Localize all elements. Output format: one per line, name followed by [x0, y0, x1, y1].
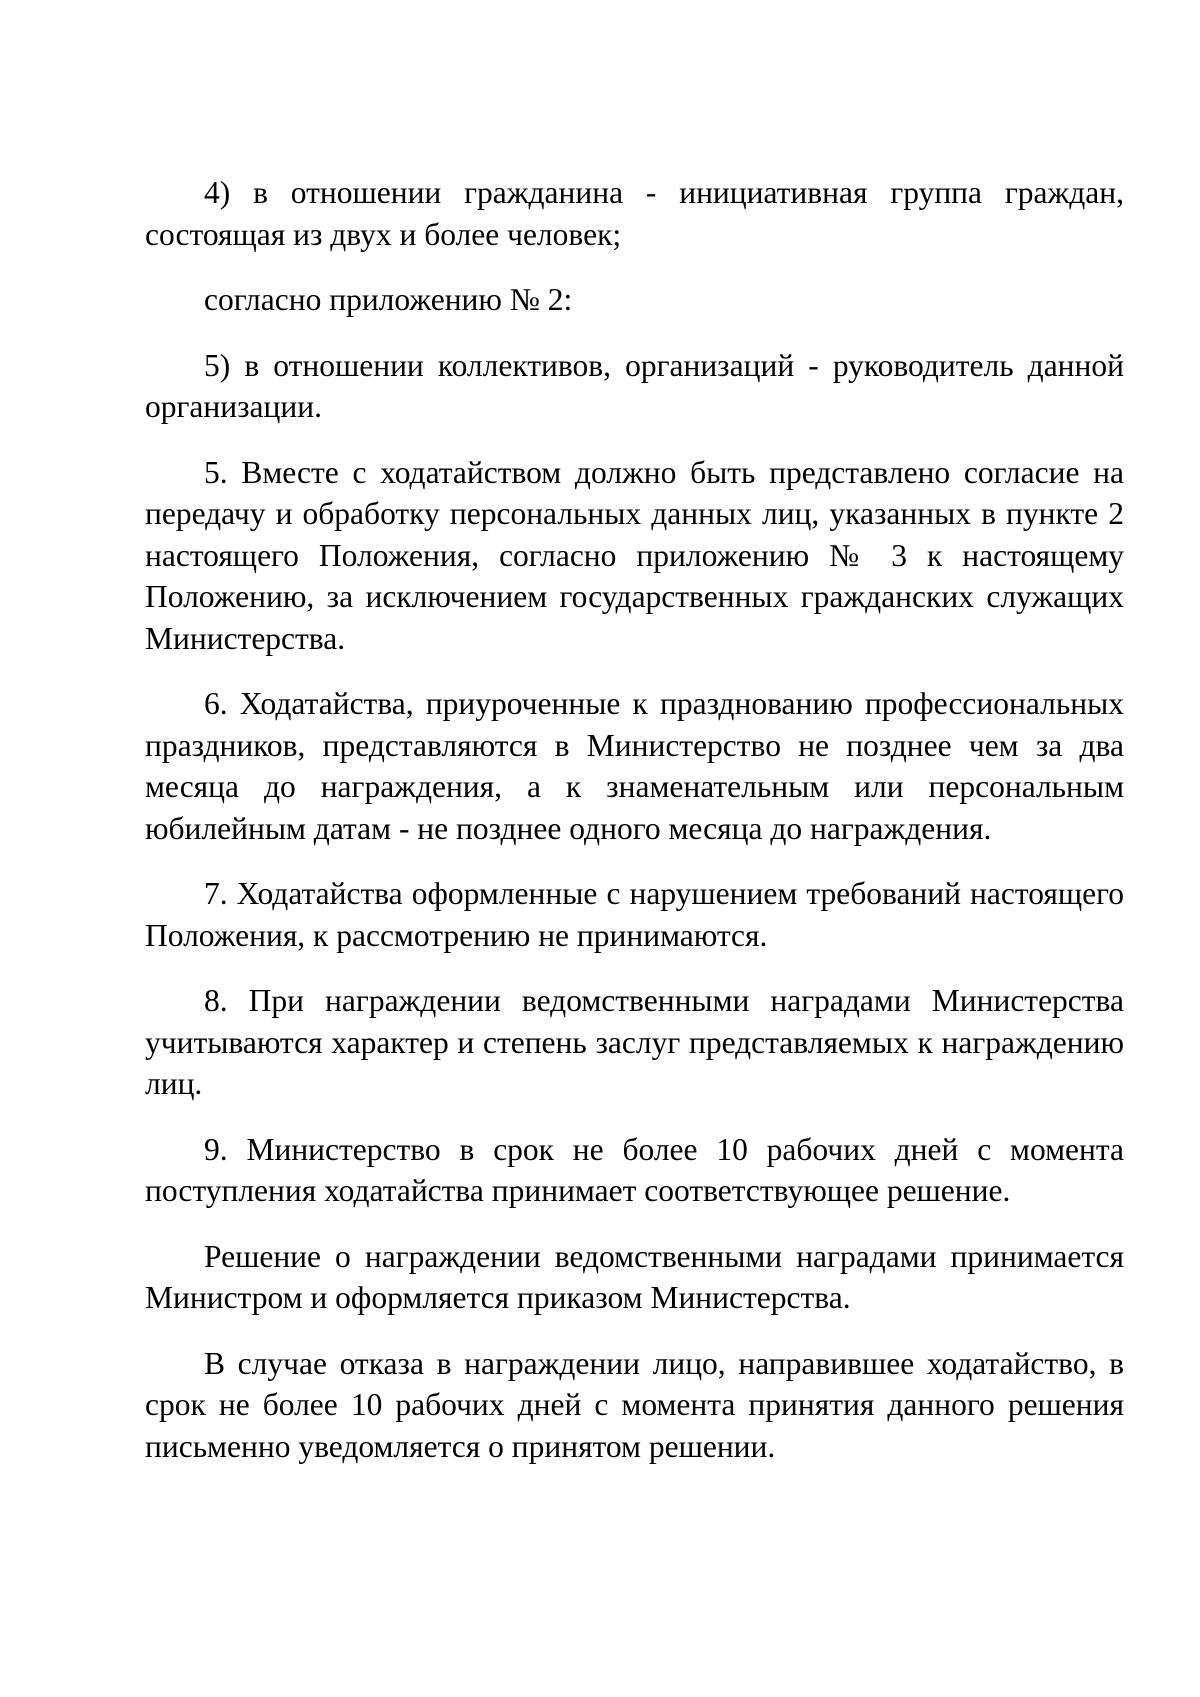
- paragraph-clause-9-decision-term: 9. Министерство в срок не более 10 рабочих дней с момента поступления ходатайства принимает соответствующее решение.: [145, 1131, 1124, 1208]
- paragraph-clause-6-deadlines: 6. Ходатайства, приуроченные к празднованию профессиональных праздников, представляются в Министерство не позднее чем за два месяца до награждения, а к знаменательным или персональным юбилейным датам - не позднее одного месяца до награждения.: [145, 686, 1124, 846]
- paragraph-clause-7-violations: 7. Ходатайства оформленные с нарушением требований настоящего Положения, к рассмотрению не принимаются.: [145, 876, 1124, 953]
- paragraph-decision-by-minister: Решение о награждении ведомственными наградами принимается Министром и оформляется приказом Министерства.: [145, 1238, 1124, 1315]
- paragraph-appendix-2-note: согласно приложению № 2:: [204, 282, 573, 317]
- document-body: [145, 172, 1124, 1467]
- paragraph-clause-8-merits: 8. При награждении ведомственными наградами Министерства учитываются характер и степень заслуг представляемых к награждению лиц.: [145, 983, 1124, 1101]
- paragraph-clause-5-consent: 5. Вместе с ходатайством должно быть представлено согласие на передачу и обработку персональных данных лиц, указанных в пункте 2 настоящего Положения, согласно приложению № 3 к настоящему Положению, за исключением государственных гражданских служащих Министерства.: [145, 454, 1124, 656]
- paragraph-refusal-notice: В случае отказа в награждении лицо, направившее ходатайство, в срок не более 10 рабочих дней с момента принятия данного решения письменно уведомляется о принятом решении.: [145, 1345, 1124, 1464]
- paragraph-item-5-organizations: 5) в отношении коллективов, организаций - руководитель данной организации.: [145, 347, 1124, 424]
- paragraph-item-4-initiative-group: 4) в отношении гражданина - инициативная группа граждан, состоящая из двух и более человек;: [145, 175, 1124, 252]
